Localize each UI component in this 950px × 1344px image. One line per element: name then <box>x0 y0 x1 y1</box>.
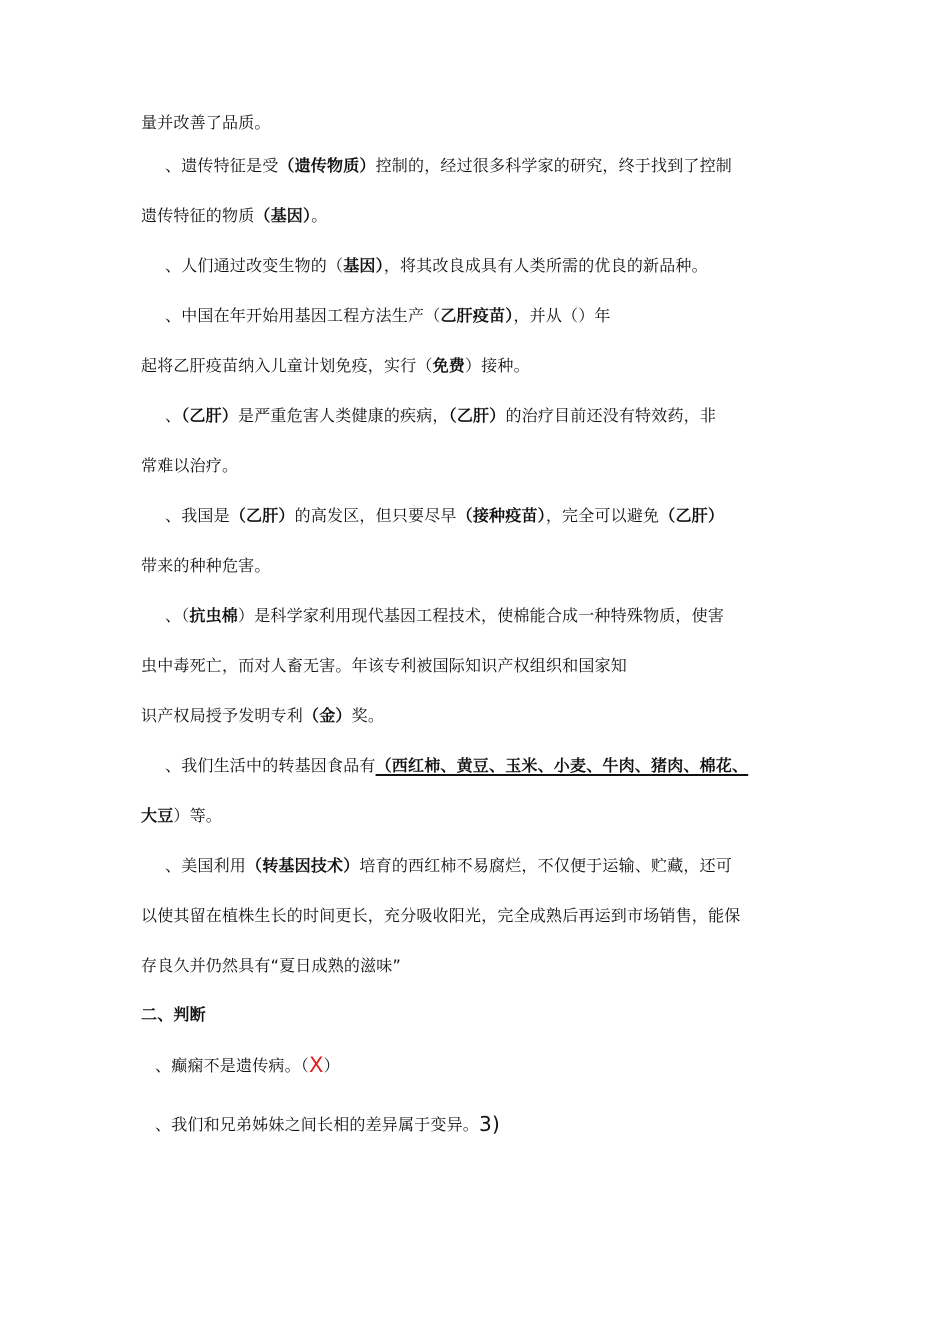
paragraph-line <box>141 555 271 577</box>
answer-text: （接种疫苗） <box>456 506 546 525</box>
answer-text: （乙肝） <box>659 506 725 525</box>
text-run: 、癫痫不是遗传病。（ <box>155 1056 310 1075</box>
text-run: 的高发区，但只要尽早 <box>294 506 457 525</box>
text-run: 量并改善了品质。 <box>141 113 271 132</box>
text-run: 、 <box>165 406 182 425</box>
text-run: 、人们通过改变生物的（ <box>165 256 344 275</box>
text-run: 、遗传特征是受 <box>165 156 279 175</box>
text-run: 以使其留在植株生长的时间更长，充分吸收阳光，完全成熟后再运到市场销售，能保 <box>141 906 741 925</box>
answer-text: 抗虫棉 <box>189 606 239 625</box>
answer-text: （遗传物质） <box>278 156 376 175</box>
text-run: 常难以治疗。 <box>141 456 239 475</box>
section-heading: 二、判断 <box>141 1005 206 1024</box>
answer-text: （金） <box>303 706 352 725</box>
answer-text: 大豆 <box>141 806 174 825</box>
text-run: 培育的西红柿不易腐烂，不仅便于运输、贮藏，还可 <box>359 856 733 875</box>
text-run: 、我们和兄弟姊妹之间长相的差异属于变异。 <box>155 1115 480 1134</box>
answer-mark: 3) <box>479 1112 500 1136</box>
answer-text: 基因） <box>343 256 384 275</box>
text-run: ）是科学家利用现代基因工程技术，使棉能合成一种特殊物质，使害 <box>238 606 725 625</box>
wrong-mark: X <box>309 1053 324 1077</box>
fill-blank-item-7 <box>165 755 748 777</box>
text-run: 、我们生活中的转基因食品有 <box>165 756 376 775</box>
paragraph-line <box>141 112 271 134</box>
text-run: 、中国在年开始用基因工程方法生产（ <box>165 306 441 325</box>
text-run: 、我国是 <box>165 506 230 525</box>
answer-text: 乙肝疫苗） <box>440 306 514 325</box>
fill-blank-item-4 <box>165 405 716 427</box>
fill-blank-item-6 <box>165 605 724 627</box>
text-run: ） <box>323 1056 340 1075</box>
text-run: 。 <box>311 206 328 225</box>
text-run: ，并从（）年 <box>513 306 611 325</box>
paragraph-line <box>141 355 530 377</box>
text-run: 是严重危害人类健康的疾病， <box>238 406 449 425</box>
text-run: 、（ <box>165 606 190 625</box>
paragraph-line <box>141 205 327 227</box>
fill-blank-item-8 <box>165 855 732 877</box>
fill-blank-item-2 <box>165 255 708 277</box>
fill-blank-item-1 <box>165 155 732 177</box>
text-run: ）接种。 <box>465 356 530 375</box>
fill-blank-item-5 <box>165 505 724 527</box>
judgement-item-1 <box>155 1054 340 1077</box>
text-run: ，将其改良成具有人类所需的优良的新品种。 <box>383 256 708 275</box>
text-run: 存良久并仍然具有“夏日成熟的滋味” <box>141 956 401 975</box>
text-run: ）等。 <box>173 806 223 825</box>
paragraph-line <box>141 655 627 677</box>
judgement-item-2 <box>155 1113 500 1136</box>
text-run: 虫中毒死亡，而对人畜无害。年该专利被国际知识产权组织和国家知 <box>141 656 628 675</box>
paragraph-line <box>141 905 740 927</box>
paragraph-line <box>141 805 222 827</box>
text-run: 起将乙肝疫苗纳入儿童计划免疫，实行（ <box>141 356 433 375</box>
answer-text: 免费 <box>432 356 466 375</box>
paragraph-line <box>141 955 401 977</box>
text-run: 带来的种种危害。 <box>141 556 271 575</box>
text-run: 识产权局授予发明专利 <box>141 706 304 725</box>
text-run: 奖。 <box>351 706 385 725</box>
text-run: 的治疗目前还没有特效药，非 <box>505 406 717 425</box>
fill-blank-item-3 <box>165 305 611 327</box>
answer-text: （基因） <box>254 206 312 225</box>
answer-text: （西红柿、黄豆、玉米、小麦、牛肉、猪肉、棉花、 <box>375 756 749 775</box>
text-run: 、美国利用 <box>165 856 247 875</box>
text-run: 控制的，经过很多科学家的研究，终于找到了控制 <box>375 156 733 175</box>
answer-text: （乙肝） <box>181 406 239 425</box>
paragraph-line <box>141 455 238 477</box>
answer-text: （转基因技术） <box>246 856 360 875</box>
answer-text: （乙肝） <box>448 406 506 425</box>
text-run: ，完全可以避免 <box>545 506 660 525</box>
text-run: 遗传特征的物质 <box>141 206 255 225</box>
answer-text: （乙肝） <box>229 506 295 525</box>
paragraph-line <box>141 705 384 727</box>
